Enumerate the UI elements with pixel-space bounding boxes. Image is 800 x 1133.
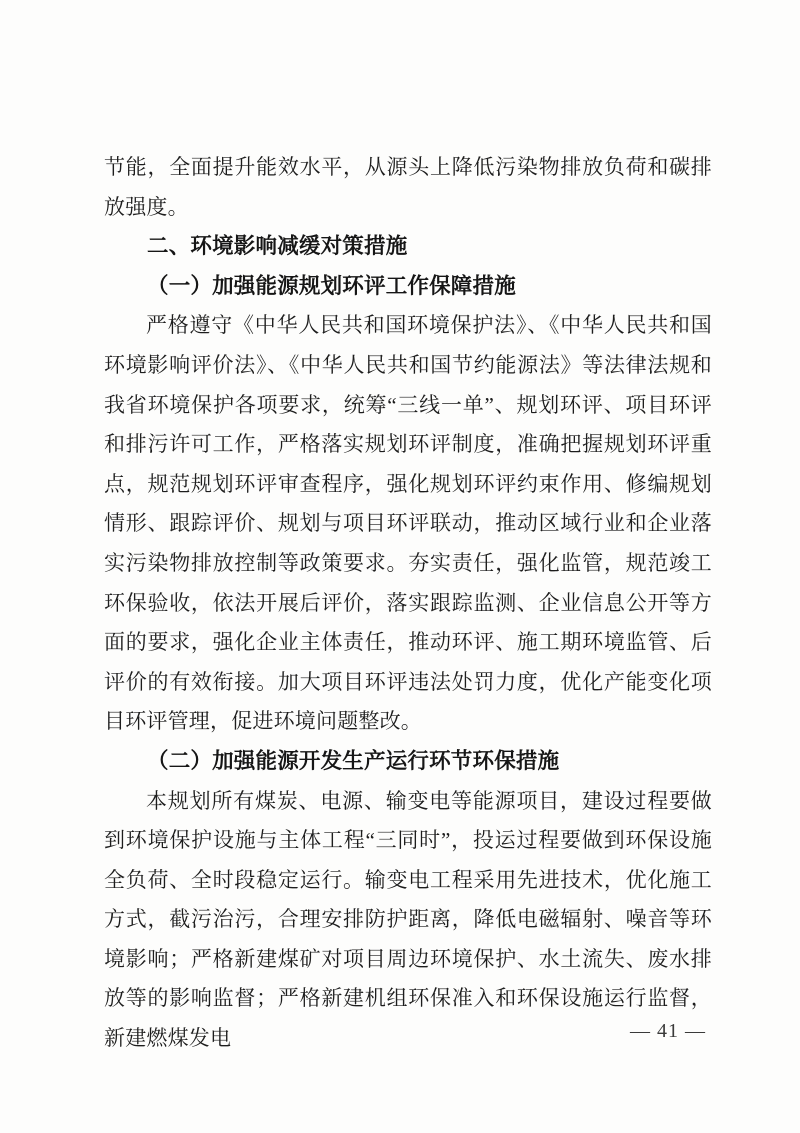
paragraph-subsection-1: 严格遵守《中华人民共和国环境保护法》、《中华人民共和国环境影响评价法》、《中华人民共和国节约能源法》等法律法规和我省环境保护各项要求，统筹“三线一单”、规划环评、项目环评和排污许可工作，严格落实规划环评制度，准确把握规划环评重点，规范规划环评审查程序，强化规划环评约束作用、修编规划情形、跟踪评价、规划与项目环评联动，推动区域行业和企业落实污染物排放控制等政策要求。夯实责任，强化监管，规范竣工环保验收，依法开展后评价，落实跟踪监测、企业信息公开等方面的要求，强化企业主体责任，推动环评、施工期环境监管、后评价的有效衔接。加大项目环评违法处罚力度，优化产能变化项目环评管理，促进环境问题整改。 <box>104 313 712 734</box>
subsection-heading-2: （二）加强能源开发生产运行环节环保措施 <box>147 748 560 773</box>
paragraph-subsection-2: 本规划所有煤炭、电源、输变电等能源项目，建设过程要做到环境保护设施与主体工程“三同时”，投运过程要做到环保设施全负荷、全时段稳定运行。输变电工程采用先进技术，优化施工方式，截污治污，合理安排防护距离，降低电磁辐射、噪音等环境影响；严格新建煤矿对项目周边环境保护、水土流失、废水排放等的影响监督；严格新建机组环保准入和环保设施运行监督，新建燃煤发电 <box>104 788 712 1051</box>
section-heading: 二、环境影响减缓对策措施 <box>147 234 408 259</box>
paragraph-continuation: 节能，全面提升能效水平，从源头上降低污染物排放负荷和碳排放强度。 <box>104 155 712 219</box>
page-number: — 41 — <box>630 1020 706 1042</box>
subsection-heading-1: （一）加强能源规划环评工作保障措施 <box>147 273 516 298</box>
document-body <box>104 148 712 1059</box>
